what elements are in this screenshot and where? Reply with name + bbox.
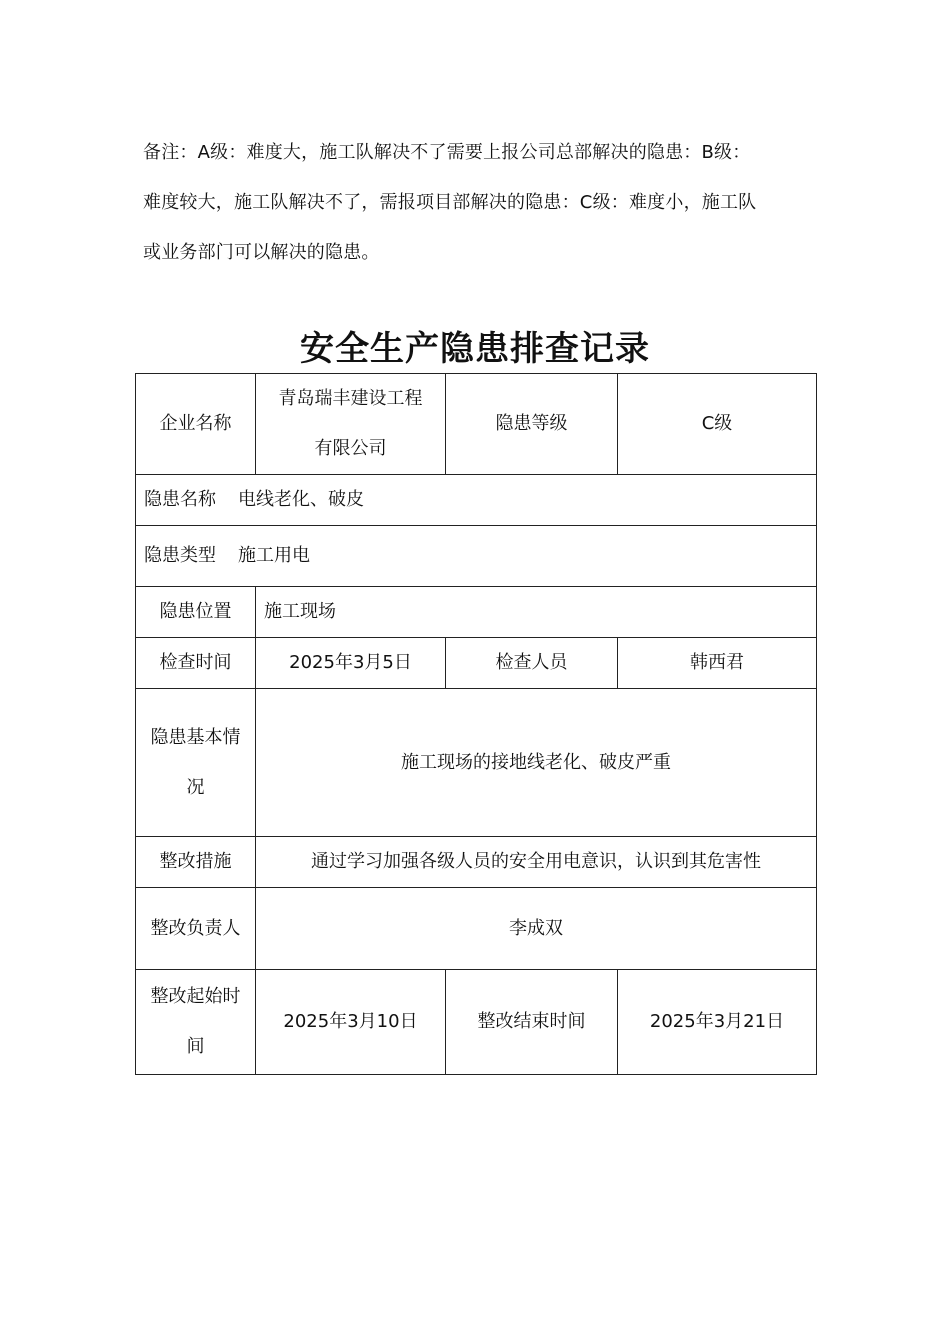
responsible-value-cell: 李成双 bbox=[256, 888, 817, 970]
level-value-cell: C级 bbox=[618, 374, 817, 475]
hazard-location-label-cell: 隐患位置 bbox=[136, 587, 256, 638]
table-row bbox=[136, 526, 817, 587]
level-label-cell: 隐患等级 bbox=[446, 374, 618, 475]
hazard-name-label: 隐患名称 bbox=[144, 489, 216, 510]
table-row bbox=[136, 837, 817, 888]
hazard-location-value-cell: 施工现场 bbox=[256, 587, 817, 638]
inspector-label-cell: 检查人员 bbox=[446, 638, 618, 689]
hazard-name-cell bbox=[136, 475, 817, 526]
note-line-3: 或业务部门可以解决的隐患。 bbox=[143, 242, 380, 263]
table-row bbox=[136, 587, 817, 638]
hazard-type-value: 施工用电 bbox=[238, 545, 310, 566]
table-row bbox=[136, 689, 817, 837]
table-row bbox=[136, 888, 817, 970]
note-line-1: 备注：A级：难度大，施工队解决不了需要上报公司总部解决的隐患：B级： bbox=[143, 142, 751, 163]
responsible-label-cell: 整改负责人 bbox=[136, 888, 256, 970]
start-label-line-1: 整改起始时 bbox=[150, 986, 241, 1007]
table-row bbox=[136, 970, 817, 1075]
inspect-time-label-cell: 检查时间 bbox=[136, 638, 256, 689]
basic-info-value-cell: 施工现场的接地线老化、破皮严重 bbox=[256, 689, 817, 837]
table-row bbox=[136, 638, 817, 689]
basic-info-label-line-1: 隐患基本情 bbox=[150, 726, 241, 748]
end-value-cell: 2025年3月21日 bbox=[618, 970, 817, 1075]
measures-value-cell: 通过学习加强各级人员的安全用电意识，认识到其危害性 bbox=[256, 837, 817, 888]
note-paragraph bbox=[143, 128, 811, 278]
table-row bbox=[136, 475, 817, 526]
basic-info-label-cell bbox=[136, 689, 256, 837]
hazard-type-cell bbox=[136, 526, 817, 587]
table-row bbox=[136, 374, 817, 475]
inspector-value-cell: 韩西君 bbox=[618, 638, 817, 689]
basic-info-label-line-2: 况 bbox=[186, 776, 205, 798]
hazard-name-value: 电线老化、破皮 bbox=[238, 489, 364, 510]
start-label-cell bbox=[136, 970, 256, 1075]
company-value-cell bbox=[256, 374, 446, 475]
inspect-time-value-cell: 2025年3月5日 bbox=[256, 638, 446, 689]
document-title: 安全生产隐患排查记录 bbox=[300, 329, 650, 369]
note-line-2: 难度较大，施工队解决不了，需报项目部解决的隐患：C级：难度小，施工队 bbox=[143, 192, 757, 213]
company-value-line-2: 有限公司 bbox=[314, 438, 387, 459]
hazard-type-label: 隐患类型 bbox=[144, 545, 216, 566]
measures-label-cell: 整改措施 bbox=[136, 837, 256, 888]
company-label-cell: 企业名称 bbox=[136, 374, 256, 475]
company-value-line-1: 青岛瑞丰建设工程 bbox=[278, 388, 423, 409]
start-label-line-2: 间 bbox=[186, 1036, 205, 1057]
end-label-cell: 整改结束时间 bbox=[446, 970, 618, 1075]
hazard-record-table bbox=[135, 373, 817, 1075]
start-value-cell: 2025年3月10日 bbox=[256, 970, 446, 1075]
